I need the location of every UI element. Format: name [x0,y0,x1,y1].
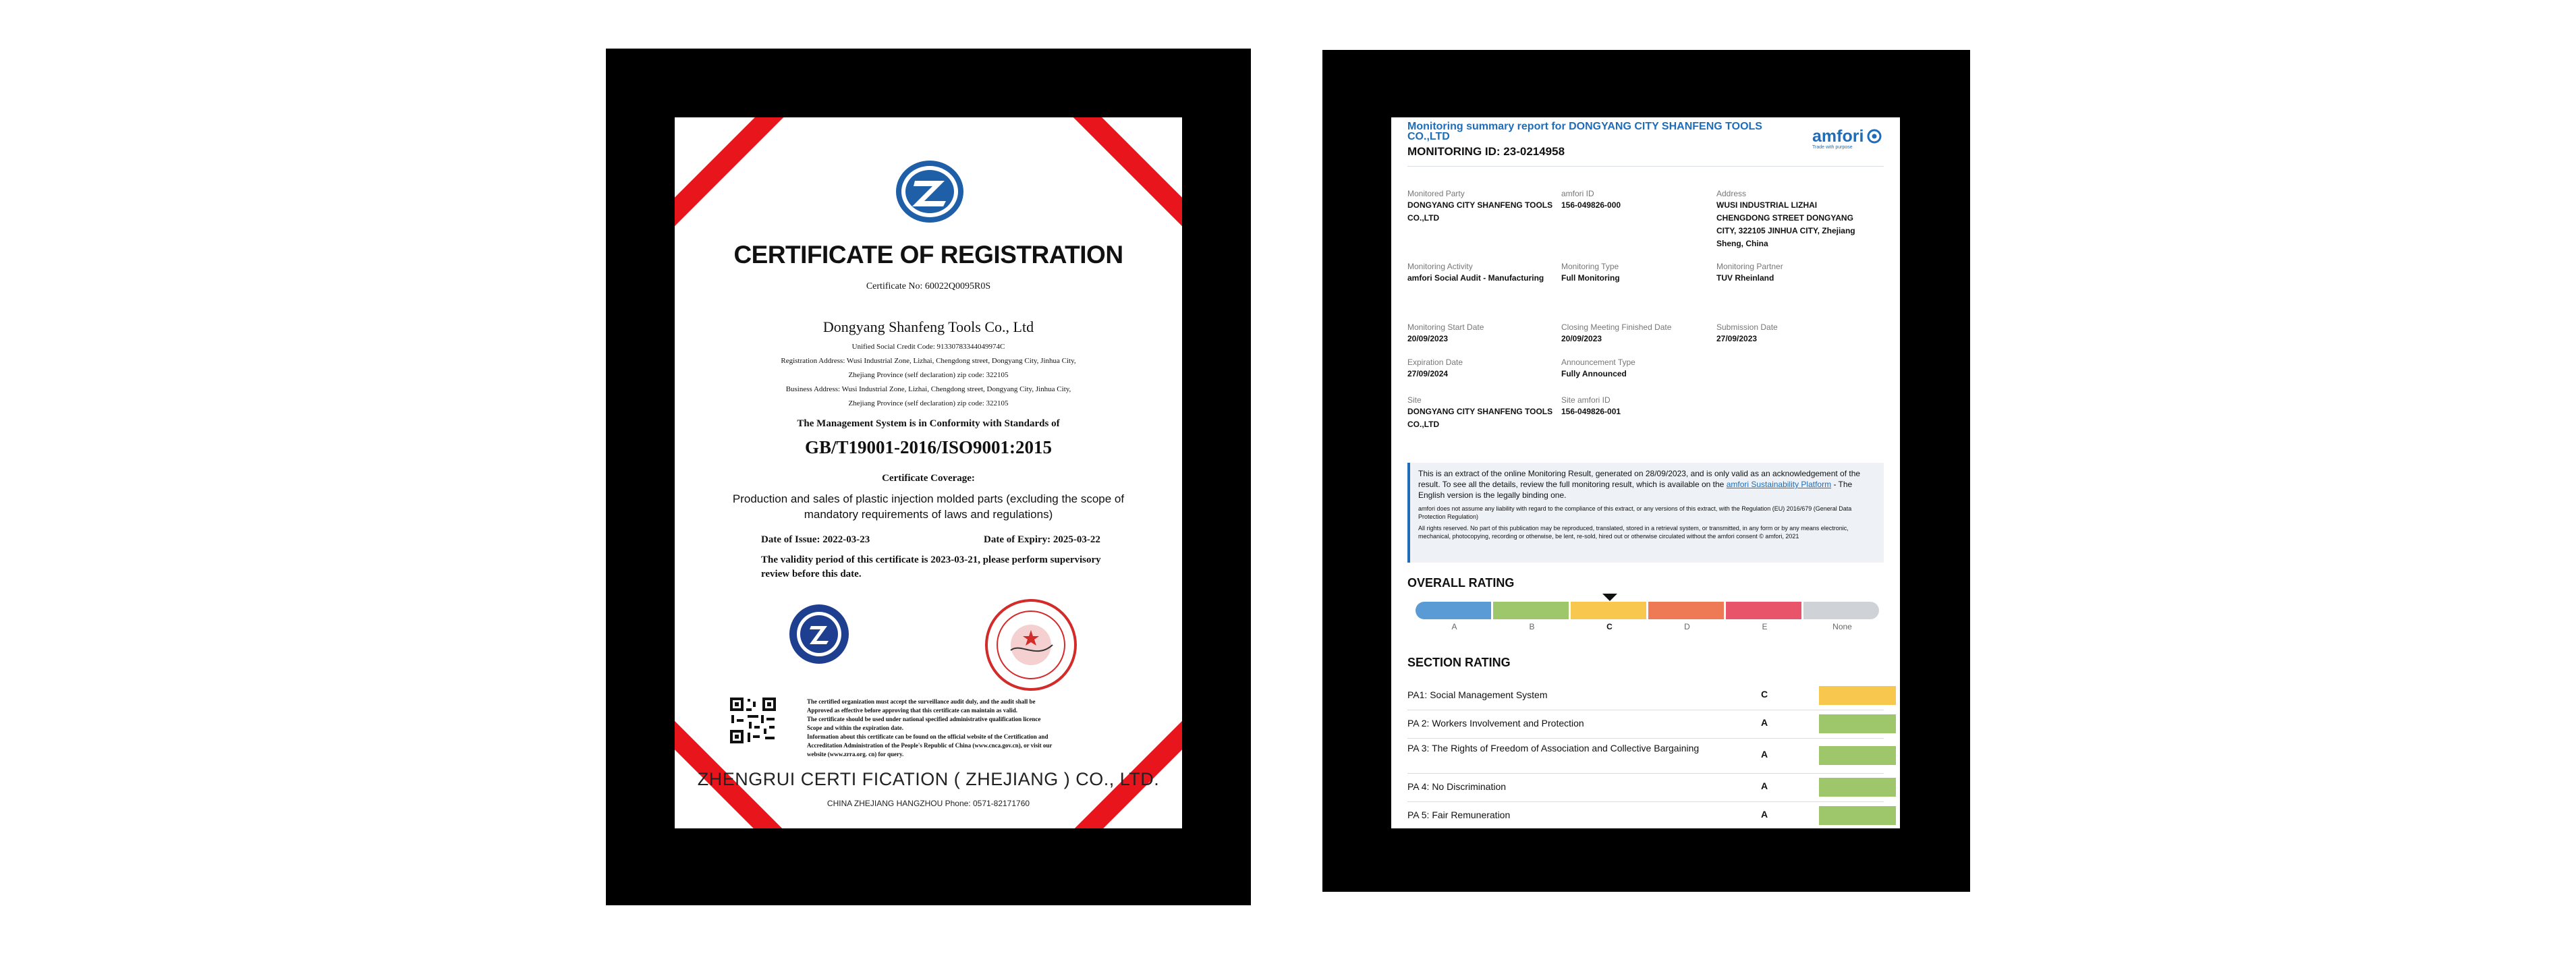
date-of-issue: Date of Issue: 2022-03-23 [761,534,870,545]
section-row: PA 3: The Rights of Freedom of Association and Collective Bargaining A [1407,738,1884,774]
disclaimer-notice [1407,463,1884,563]
certified-company: Dongyang Shanfeng Tools Co., Ltd [822,318,1034,335]
rating-pointer-icon [1602,594,1617,601]
certificate-number: Certificate No: 60022Q0095R0S [866,281,991,291]
monitoring-id: MONITORING ID: 23-0214958 [1407,145,1565,158]
coverage-label: Certificate Coverage: [882,473,975,484]
rating-segment-c [1571,602,1646,619]
section-grade: A [1761,809,1768,820]
qr-code-icon [729,696,777,745]
note-line: website (www.zrra.org. cn) for query. [807,751,904,758]
standards: GB/T19001-2016/ISO9001:2015 [804,437,1053,457]
notice-main: This is an extract of the online Monitoring Result, generated on 28/09/2023, and is only valid as an acknowledgement of the result. To see all the details, review the full monitoring result, which is available on the amfori Sustainability Platform - The English version is the legally binding one. [1418,469,1861,500]
amfori-wordmark: amfori [1812,127,1864,146]
amfori-tagline: Trade with purpose [1812,145,1853,150]
registration-address-line1: Registration Address: Wusi Industrial Zone, Lizhai, Chengdong street, Dongyang City, Jinhua City, [781,357,1076,365]
section-rating-heading: SECTION RATING [1407,656,1511,669]
field-monitoring-partner: Monitoring Partner TUV Rheinland [1716,262,1783,283]
field-closing-meeting-date: Closing Meeting Finished Date 20/09/2023 [1561,322,1672,343]
rating-label-c: C [1606,622,1613,631]
section-grade: A [1761,749,1768,760]
platform-link[interactable]: amfori Sustainability Platform [1726,480,1832,489]
section-grade: A [1761,717,1768,728]
note-line: Accreditation Administration of the People's Republic of China (www.cnca.gov.cn), or visit our [807,742,1053,749]
business-address-line1: Business Address: Wusi Industrial Zone, Lizhai, Chengdong street, Dongyang City, Jinhua City, [785,385,1071,393]
certificate-notes [807,698,1138,759]
rating-label-b: B [1529,622,1535,631]
rating-segment-b [1493,602,1569,619]
standards-intro: The Management System is in Conformity with Standards of [797,418,1060,429]
section-grade-bar [1819,714,1896,733]
rating-label-a: A [1451,622,1457,631]
overall-rating-scale [1416,602,1881,619]
issuer-address: CHINA ZHEJIANG HANGZHOU Phone: 0571-82171760 [827,799,1030,808]
registration-address-line2: Zhejiang Province (self declaration) zip code: 322105 [848,371,1009,379]
rating-label-d: D [1684,622,1690,631]
note-line: Scope and within the expiration date. [807,724,904,731]
notice-liability: amfori does not assume any liability with regard to the compliance of this extract, or any versions of this extract, with the Regulation (EU) 2016/679 (General Data Protection Regulation) [1418,505,1852,520]
rating-segment-e [1726,602,1801,619]
field-monitoring-activity: Monitoring Activity amfori Social Audit - Manufacturing [1407,262,1544,283]
note-line: Approved as effective before approving that this certificate can maintain as valid. [807,707,1017,714]
section-grade-bar [1819,746,1896,765]
header-divider [1407,166,1884,167]
date-of-expiry: Date of Expiry: 2025-03-22 [984,534,1100,545]
report-paper [1391,117,1900,828]
rating-segment-a [1416,602,1491,619]
field-address: Address WUSI INDUSTRIAL LIZHAI CHENGDONG STREET DONGYANG CITY, 322105 JINHUA CITY, Zhejiang Sheng, China [1716,189,1855,248]
overall-rating-heading: OVERALL RATING [1407,576,1515,590]
field-submission-date: Submission Date 27/09/2023 [1716,322,1778,343]
note-line: Information about this certificate can be found on the official website of the Certification and [807,733,1048,740]
report-title: Monitoring summary report for DONGYANG CITY SHANFENG TOOLS CO.,LTD [1407,121,1762,142]
field-site: Site DONGYANG CITY SHANFENG TOOLS CO.,LTD [1407,395,1553,429]
note-line: The certificate should be used under national specified administrative qualification licence [807,716,1041,722]
note-line: The certified organization must accept the surveillance audit duly, and the audit shall be [807,698,1036,705]
section-row: PA 2: Workers Involvement and Protection A [1407,710,1884,739]
section-grade-bar [1819,778,1896,797]
section-grade: A [1761,780,1768,791]
company-stamp-icon [984,598,1078,692]
field-monitoring-start-date: Monitoring Start Date 20/09/2023 [1407,322,1484,343]
section-row: PA 5: Fair Remuneration A [1407,801,1884,828]
section-grade-bar [1819,686,1896,705]
notice-copyright: All rights reserved. No part of this publication may be reproduced, translated, stored in a retrieval system, or transmitted, in any form or by any means electronic, mechanical, photocopying, recording or otherwise, be lent, re-sold, hired out or otherwise circulated without the amfori consent © amfori, 2021 [1418,525,1849,540]
field-amfori-id: amfori ID 156-049826-000 [1561,189,1621,210]
section-grade-bar [1819,806,1896,825]
issuer-name: ZHENGRUI CERTI FICATION ( ZHEJIANG ) CO., LTD. [697,769,1160,789]
rating-label-none: None [1832,622,1852,631]
certificate-title: CERTIFICATE OF REGISTRATION [733,241,1123,268]
field-site-amfori-id: Site amfori ID 156-049826-001 [1561,395,1621,416]
accreditation-seal-icon [788,600,850,668]
validity-statement: The validity period of this certificate is 2023-03-21, please perform supervisory review before this date. [761,555,1101,579]
credit-code: Unified Social Credit Code: 91330783344049974C [851,343,1005,351]
section-row: PA 4: No Discrimination A [1407,773,1884,802]
company-logo-icon [895,158,965,225]
amfori-logo [1812,127,1882,150]
business-address-line2: Zhejiang Province (self declaration) zip code: 322105 [848,399,1009,407]
section-row: PA1: Social Management System C [1407,681,1884,710]
amfori-ring-icon [1867,129,1882,144]
certificate-paper [675,117,1182,828]
section-grade: C [1761,689,1768,700]
field-monitored-party: Monitored Party DONGYANG CITY SHANFENG TOOLS CO.,LTD [1407,189,1553,223]
field-expiration-date: Expiration Date 27/09/2024 [1407,358,1463,378]
field-monitoring-type: Monitoring Type Full Monitoring [1561,262,1620,283]
rating-segment-none [1803,602,1879,619]
rating-label-e: E [1762,622,1768,631]
field-announcement-type: Announcement Type Fully Announced [1561,358,1635,378]
rating-segment-d [1648,602,1724,619]
coverage-text: Production and sales of plastic injection molded parts (excluding the scope of mandatory requirements of laws and regulations) [732,492,1125,521]
